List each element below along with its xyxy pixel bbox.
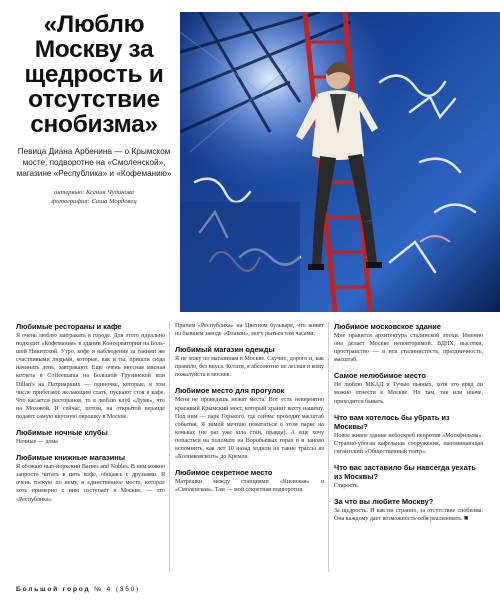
footer-brand: Большой город [16,586,91,593]
section-heading: Любимое секретное место [175,468,273,478]
credit-interview: интервью: Ксения Чудинова [54,189,134,196]
section-heading: Любимые рестораны и кафе [16,322,122,331]
column-divider [169,322,170,572]
section-text: Не люблю МКАД и Тучью пьяных, хотя это вряд ли можно отнести к Москве. Но там, так или иначе, приходится бывать. [334,382,483,405]
article-body [16,322,490,580]
end-mark-icon: ■ [464,515,469,523]
article-credits [14,188,174,206]
section-text-body: За щедрость. И как ни странно, за отсутствие снобизма. Она каждому дает возможность себя реализовать. [334,508,483,523]
section-heading: Что вас заставило бы навсегда уехать из Москвы? [334,462,476,481]
column-1 [16,322,165,504]
section-text: Причем «Республика» на Цветном бульваре, что живет на бывшем заводе «Флакон», могу рыться там часами. [175,323,324,338]
section-text: Я не хожу по магазинам в Москве. Скучно, дорого и, как правило, без вкуса. Кстати, я абсолютно не лесная и кому пожалуйста в москве. [175,356,324,379]
section-heading: Любимые ночные клубы [16,428,108,438]
section-heading: Любимые книжные магазины [16,453,126,463]
section-text [334,507,483,523]
footer-issue: № 4 (350) [94,586,141,593]
column-3 [334,322,483,523]
section-heading: Любимое московское здание [334,322,441,331]
section-heading: Любимое место для прогулок [175,386,285,396]
section-text: Мне нравится архитектура сталинской эпохи. Именно она делает Москве неповторимой. ВДНХ, высотки, пространство — и вся сталинистость, праздничность, масштаб. [334,333,483,364]
section-text: Матрешки между станциями «Киевская» и «Смоленская». Там — мой секретная подворотня. [175,479,324,494]
article-photo [180,12,500,312]
credit-photo: фотография: Саша Мордовец [51,198,137,205]
section-text: Меня не проведешь нежат места. Вот есть невероятно красивый Крымский мост, который хранит вахту нашему. Под ним — парк Горького, где сейчас проходят масштаб события. Я зимой мечтаю покататься о этом парке на коньках (не раз уже шла стан, правда). А еще хочу попасться на поломате на Воробьевых горах в и заново вспомнить, как лет 10 назад ходили на такие трассы из «Колпаковского» до Кремля. [175,397,324,461]
page-footer [16,586,140,593]
section-heading: За что вы любите Москву? [334,497,434,507]
section-heading: Что вам хотелось бы убрать из Москвы? [334,412,450,431]
column-divider [328,322,329,572]
section-text: Старость. [334,482,360,489]
section-text: Я обожаю нью-йоркский Barnes and Nobles. В нем можно запросто читать в пять кофе, общаясь с друзьями. Я очень тоскую по нему, и единственное место, которое хоть примерно с ним соступает в Москве, — это «Республика» [16,464,165,503]
article-lede: Певица Диана Арбенина — о Крымском мосте, подворотне на «Смоленской», магазине «Республика» и «Кофеманию» [16,147,172,178]
article-headline: «Люблю Москву за щедрость и отсутствие снобизма» [24,11,164,138]
headline-block [14,12,174,206]
section-text: Я очень люблю завтракать в городе. Для этого идеально подходит «Кофемания» в здании Консерватории на Большой Никитской. Утро, кофе и наблюдение за такими же счастливыми людьми, которые, как и ты, пришли сюда начинать день, завтракают. Еще очень вкусная мясная котлета в Coffeemania на Большой Грузинской или Dillan's на Патриарших — одиночке, которые, в том числе прибегают желающим стать, пускают стоя в кафе. Что касается ресторанов, то я люблю клуб «Думе», что на Моховой. И сейчас, потом, на открытой веранде подают самую вкусную окрошку в Москве. [16,333,165,420]
section-heading: Любимый магазин одежды [175,345,275,355]
section-text: Ночные — дома [16,439,58,446]
section-text: Новое живое здание небоскреб непротив «Москфильма». Странно-убогая кафельная сооружения, напоминающая гигантский «Общественный театр». [334,432,483,455]
photo-illustration [180,12,500,312]
column-2 [175,322,324,494]
section-heading: Самое нелюбимое место [334,371,426,381]
